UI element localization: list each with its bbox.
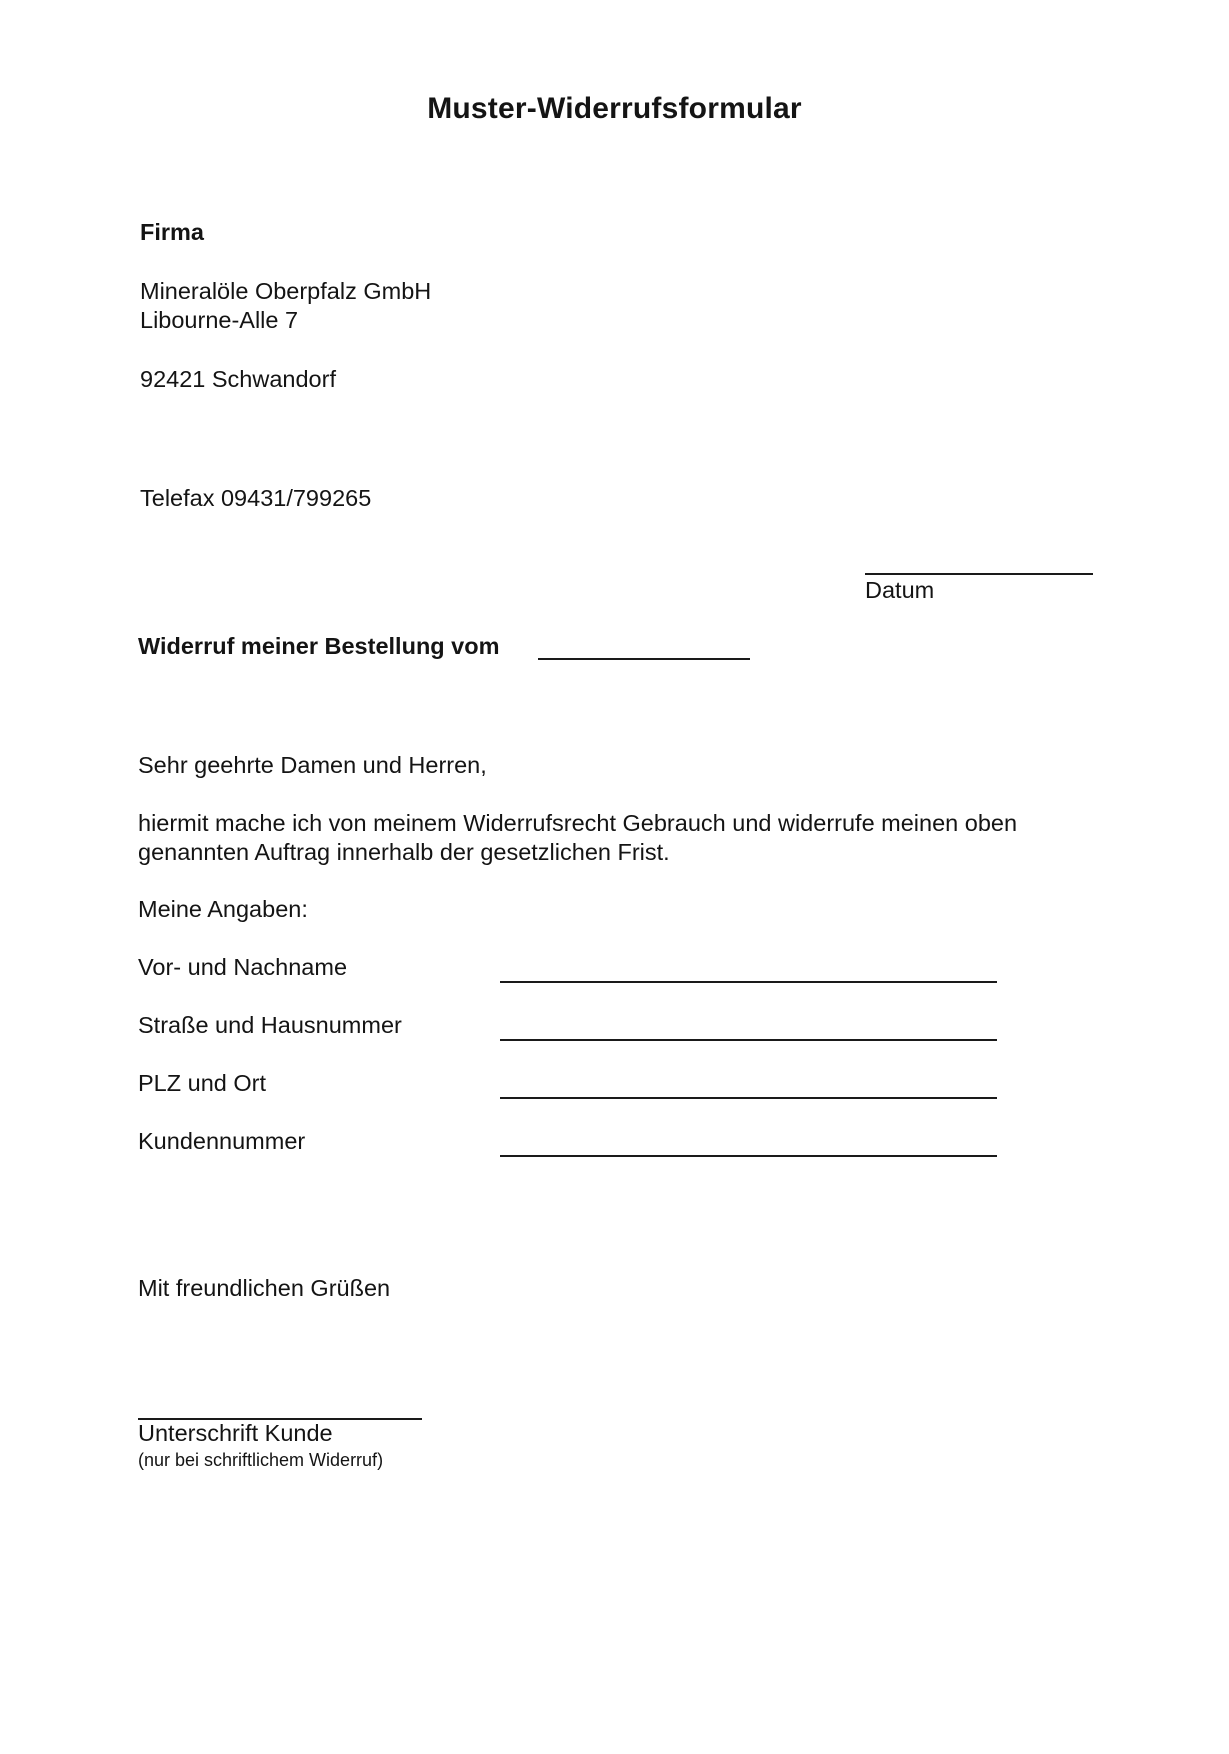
field-label-city: PLZ und Ort xyxy=(138,1070,266,1096)
body-line-2: genannten Auftrag innerhalb der gesetzlichen Frist. xyxy=(138,839,670,865)
document-title: Muster-Widerrufsformular xyxy=(427,92,802,125)
field-line-city[interactable] xyxy=(500,1097,997,1099)
company-city: 92421 Schwandorf xyxy=(140,366,336,392)
field-label-street: Straße und Hausnummer xyxy=(138,1012,402,1038)
body-line-1: hiermit mache ich von meinem Widerrufsrecht Gebrauch und widerrufe meinen oben xyxy=(138,810,1018,836)
company-heading: Firma xyxy=(140,219,204,245)
details-heading: Meine Angaben: xyxy=(138,896,308,922)
date-label: Datum xyxy=(865,577,935,603)
closing: Mit freundlichen Grüßen xyxy=(138,1275,391,1301)
salutation: Sehr geehrte Damen und Herren, xyxy=(138,752,487,778)
field-line-street[interactable] xyxy=(500,1039,997,1041)
company-name: Mineralöle Oberpfalz GmbH xyxy=(140,278,432,304)
field-line-name[interactable] xyxy=(500,981,997,983)
field-label-customer-number: Kundennummer xyxy=(138,1128,306,1154)
subject-label: Widerruf meiner Bestellung vom xyxy=(138,633,500,659)
company-street: Libourne-Alle 7 xyxy=(140,307,299,333)
signature-note: (nur bei schriftlichem Widerruf) xyxy=(138,1450,384,1470)
company-fax: Telefax 09431/799265 xyxy=(140,485,372,511)
field-label-name: Vor- und Nachname xyxy=(138,954,348,980)
date-line[interactable] xyxy=(865,573,1093,575)
signature-label: Unterschrift Kunde xyxy=(138,1420,333,1446)
field-line-customer-number[interactable] xyxy=(500,1155,997,1157)
order-date-line[interactable] xyxy=(538,658,750,660)
